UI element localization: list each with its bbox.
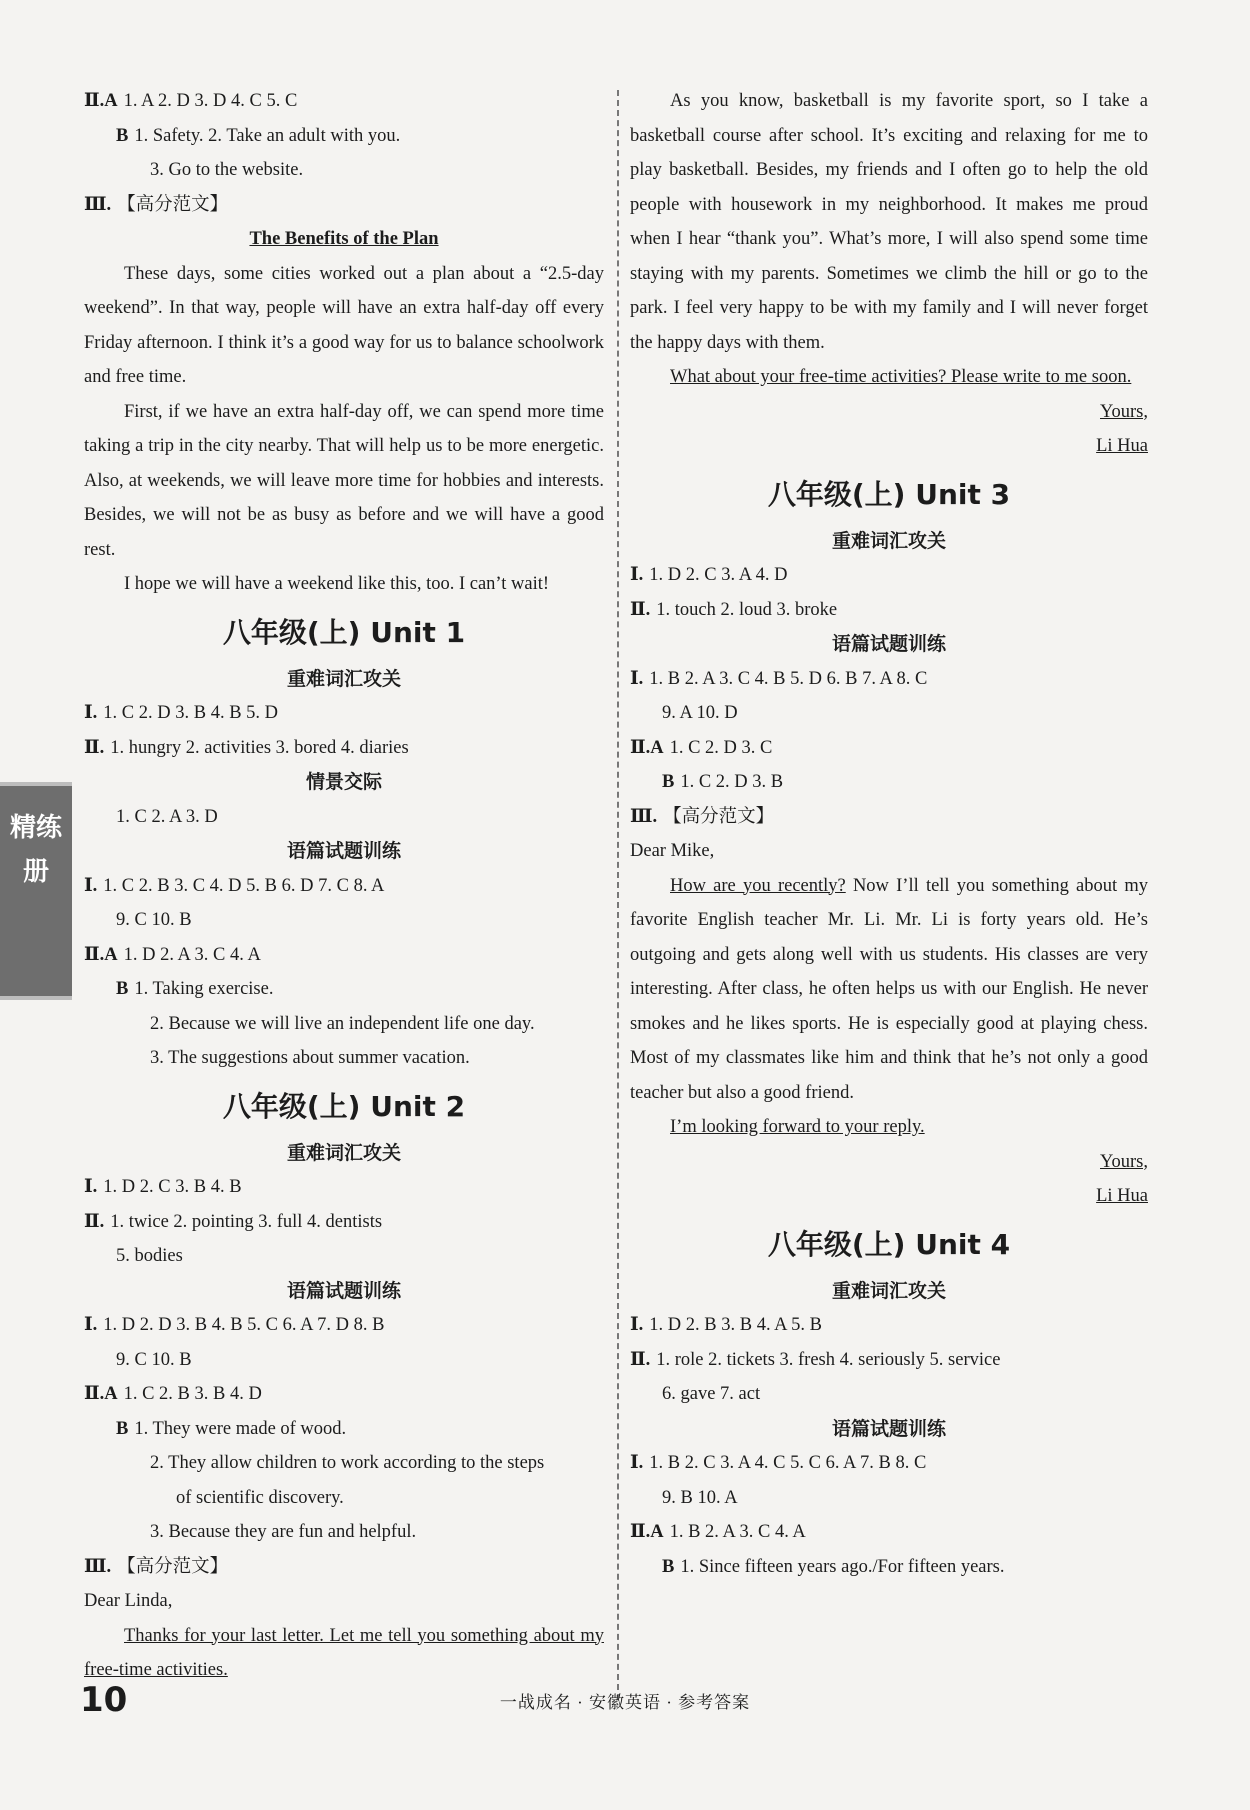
answer-line [84,731,604,766]
section-label: Ⅰ. [630,565,644,585]
signature-text: Yours, [1100,1151,1148,1172]
paragraph-text: Now I’ll tell you something about my favorite English teacher Mr. Li. Mr. Li is forty years old. He’s outgoing and gets along well with us students. His classes are very interesting. After class, he often helps us with our English. He never smokes and he likes sports. He is especially good at playing chess. Most of my classmates like him and think that he’s not only a good teacher but also a good friend. [630,875,1148,1103]
answer-line [84,903,604,938]
answer-text: 1. Taking exercise. [134,979,274,999]
answer-text: 5. bodies [116,1246,183,1266]
answer-text: 1. C 2. D 3. B 4. B 5. D [103,703,279,723]
section-label: Ⅲ. [84,1556,112,1577]
answer-line [630,1550,1148,1585]
letter-signature [630,429,1148,464]
answer-line [84,84,604,119]
answer-line [630,765,1148,800]
answer-line [630,731,1148,766]
signature-text: Li Hua [1096,1186,1148,1206]
essay-paragraph [630,869,1148,1111]
section-label: Ⅰ. [84,1315,98,1335]
section-heading: 重难词汇攻关 [286,1141,401,1164]
letter-signature [630,395,1148,430]
section-label: B [662,772,675,792]
right-column [630,84,1148,1584]
section-label: Ⅰ. [630,668,644,689]
answer-line [84,1481,604,1516]
section-heading: 语篇试题训练 [831,1417,946,1440]
paragraph-text: I’m looking forward to your reply. [670,1117,925,1137]
answer-text: 1. Since fifteen years ago./For fifteen years. [680,1556,1005,1577]
section-heading: 重难词汇攻关 [831,1279,946,1302]
unit-heading: 八年级(上) Unit 3 [767,477,1011,511]
answer-line [630,1515,1148,1550]
answer-line [84,696,604,731]
section-label: B [116,125,129,146]
answer-text: 1. touch 2. loud 3. broke [656,599,838,620]
section-label: B [116,979,129,999]
section-heading: 重难词汇攻关 [286,667,401,690]
underlined-sentence: How are you recently? [670,875,846,896]
answer-text: 1. C 2. A 3. D [116,806,218,827]
answer-line [84,800,604,835]
letter-signature [630,1179,1148,1214]
answer-text: 1. B 2. C 3. A 4. C 5. C 6. A 7. B 8. C [649,1453,927,1473]
essay-paragraph [84,257,604,395]
answer-line [84,1007,604,1042]
section-label: Ⅱ.A [84,91,118,111]
section-label: Ⅱ. [630,1349,651,1370]
answer-line [84,153,604,188]
signature-text: Li Hua [1096,436,1148,456]
answer-text: 1. D 2. C 3. A 4. D [649,565,788,585]
answer-text: 2. They allow children to work according to the steps [150,1453,545,1473]
unit-heading: 八年级(上) Unit 1 [222,615,466,649]
signature-text: Yours, [1100,401,1148,422]
paragraph-text: These days, some cities worked out a plan about a “2.5-day weekend”. In that way, people will have an extra half-day off every Friday afternoon. I think it’s a good way for us to balance schoolwork and free time. [84,263,604,387]
answer-line [630,1343,1148,1378]
essay-paragraph [630,1110,1148,1145]
section-label: Ⅲ. [630,806,658,827]
paragraph-text: What about your free-time activities? Please write to me soon. [670,367,1132,387]
essay-paragraph [630,84,1148,360]
answer-text: 1. B 2. A 3. C 4. B 5. D 6. B 7. A 8. C [649,668,928,689]
answer-line [84,1239,604,1274]
letter-signature [630,1145,1148,1180]
answer-text: 1. C 2. B 3. C 4. D 5. B 6. D 7. C 8. A [103,875,385,896]
answer-text: 3. Go to the website. [150,160,304,180]
answer-line [84,188,604,223]
answer-line [630,1446,1148,1481]
answer-text: 【高分范文】 [117,1556,229,1577]
answer-text: 3. Because they are fun and helpful. [150,1522,417,1542]
side-tab [0,782,72,1000]
answer-line [84,1412,604,1447]
answer-line [630,1308,1148,1343]
essay-paragraph [84,1619,604,1688]
answer-line [84,972,604,1007]
section-label: Ⅰ. [630,1453,644,1473]
answer-text: 3. The suggestions about summer vacation. [150,1048,470,1068]
answer-text: 1. They were made of wood. [134,1418,347,1439]
section-label: Ⅱ. [630,599,651,620]
answer-line [630,696,1148,731]
section-heading: 情景交际 [305,771,382,793]
answer-text: 1. D 2. D 3. B 4. B 5. C 6. A 7. D 8. B [103,1315,385,1335]
answer-text: of scientific discovery. [176,1487,344,1508]
answer-line [630,800,1148,835]
paragraph-text: First, if we have an extra half-day off, we can spend more time taking a trip in the city nearby. That will help us to be more energetic. Also, at weekends, we will leave more time for hobbies and interests. Besides, we will not be as busy as before and we will have a good rest. [84,401,604,560]
paragraph-text: As you know, basketball is my favorite sport, so I take a basketball course after school. It’s exciting and relaxing for me to play basketball. Besides, my friends and I often go to help the old people with housework in my neighborhood. It makes me proud when I hear “thank you”. What’s more, I will also spend some time staying with my parents. Sometimes we climb the hill or go to the park. I feel very happy to be with my family and I will never forget the happy days with them. [630,91,1148,353]
answer-text: 1. Safety. 2. Take an adult with you. [134,125,401,146]
section-label: Ⅰ. [84,703,98,723]
answer-line [84,1515,604,1550]
section-label: Ⅱ. [84,1211,105,1232]
left-column [84,84,604,1688]
answer-text: 9. A 10. D [662,703,738,723]
page-footer: 一战成名 · 安徽英语 · 参考答案 [499,1693,751,1712]
answer-line [630,1377,1148,1412]
answer-line [84,1170,604,1205]
answer-line [84,1343,604,1378]
answer-text: 1. twice 2. pointing 3. full 4. dentists [110,1211,383,1232]
answer-text: 1. D 2. C 3. B 4. B [103,1177,242,1197]
essay-paragraph [630,360,1148,395]
answer-text: 1. B 2. A 3. C 4. A [669,1522,806,1542]
section-label: Ⅱ.A [84,944,118,965]
letter-salutation: Dear Mike, [630,841,715,861]
answer-text: 1. C 2. B 3. B 4. D [123,1384,262,1404]
paragraph-text: I hope we will have a weekend like this, too. I can’t wait! [124,574,550,594]
section-heading: 重难词汇攻关 [831,529,946,552]
letter-salutation: Dear Linda, [84,1591,173,1611]
section-label: Ⅰ. [630,1315,644,1335]
answer-line [84,1041,604,1076]
page-number: 10 [80,1680,128,1720]
answer-line [630,558,1148,593]
section-label: Ⅱ.A [84,1384,118,1404]
section-heading: 语篇试题训练 [286,840,401,862]
answer-line [630,593,1148,628]
section-label: Ⅰ. [84,875,98,896]
section-label: B [116,1418,129,1439]
answer-text: 1. D 2. B 3. B 4. A 5. B [649,1315,822,1335]
section-heading: 语篇试题训练 [831,633,946,655]
section-label: Ⅰ. [84,1177,98,1197]
answer-text: 1. hungry 2. activities 3. bored 4. diaries [110,737,409,758]
answer-text: 1. D 2. A 3. C 4. A [123,944,261,965]
answer-line [84,119,604,154]
column-divider [617,90,619,1700]
section-label: B [662,1556,675,1577]
answer-text: 【高分范文】 [663,806,775,827]
unit-heading: 八年级(上) Unit 2 [222,1089,466,1123]
answer-text: 2. Because we will live an independent life one day. [150,1013,535,1034]
answer-line [84,1308,604,1343]
answer-text: 9. C 10. B [116,1349,192,1370]
answer-text: 9. C 10. B [116,910,192,930]
answer-text: 1. C 2. D 3. B [680,772,784,792]
essay-paragraph [84,395,604,568]
essay-paragraph [84,567,604,602]
answer-text: 9. B 10. A [662,1487,738,1508]
answer-line [84,1205,604,1240]
answer-text: 6. gave 7. act [662,1384,761,1404]
answer-line [84,938,604,973]
answer-text: 1. A 2. D 3. D 4. C 5. C [123,91,298,111]
section-label: Ⅱ.A [630,737,664,758]
answer-line [84,1446,604,1481]
answer-line [630,1481,1148,1516]
answer-line [84,869,604,904]
answer-text: 【高分范文】 [117,194,229,215]
answer-line [84,1550,604,1585]
essay-title: The Benefits of the Plan [249,229,439,249]
answer-text: 1. C 2. D 3. C [669,737,773,758]
paragraph-text: Thanks for your last letter. Let me tell you something about my free-time activities. [84,1625,604,1680]
side-tab-label: 精练册 [10,813,63,887]
answer-text: 1. role 2. tickets 3. fresh 4. seriously 5. service [656,1349,1001,1370]
section-label: Ⅲ. [84,194,112,215]
answer-line [630,662,1148,697]
answer-line [84,1377,604,1412]
unit-heading: 八年级(上) Unit 4 [767,1227,1011,1261]
section-label: Ⅱ. [84,737,105,758]
section-label: Ⅱ.A [630,1522,664,1542]
section-heading: 语篇试题训练 [286,1279,401,1302]
